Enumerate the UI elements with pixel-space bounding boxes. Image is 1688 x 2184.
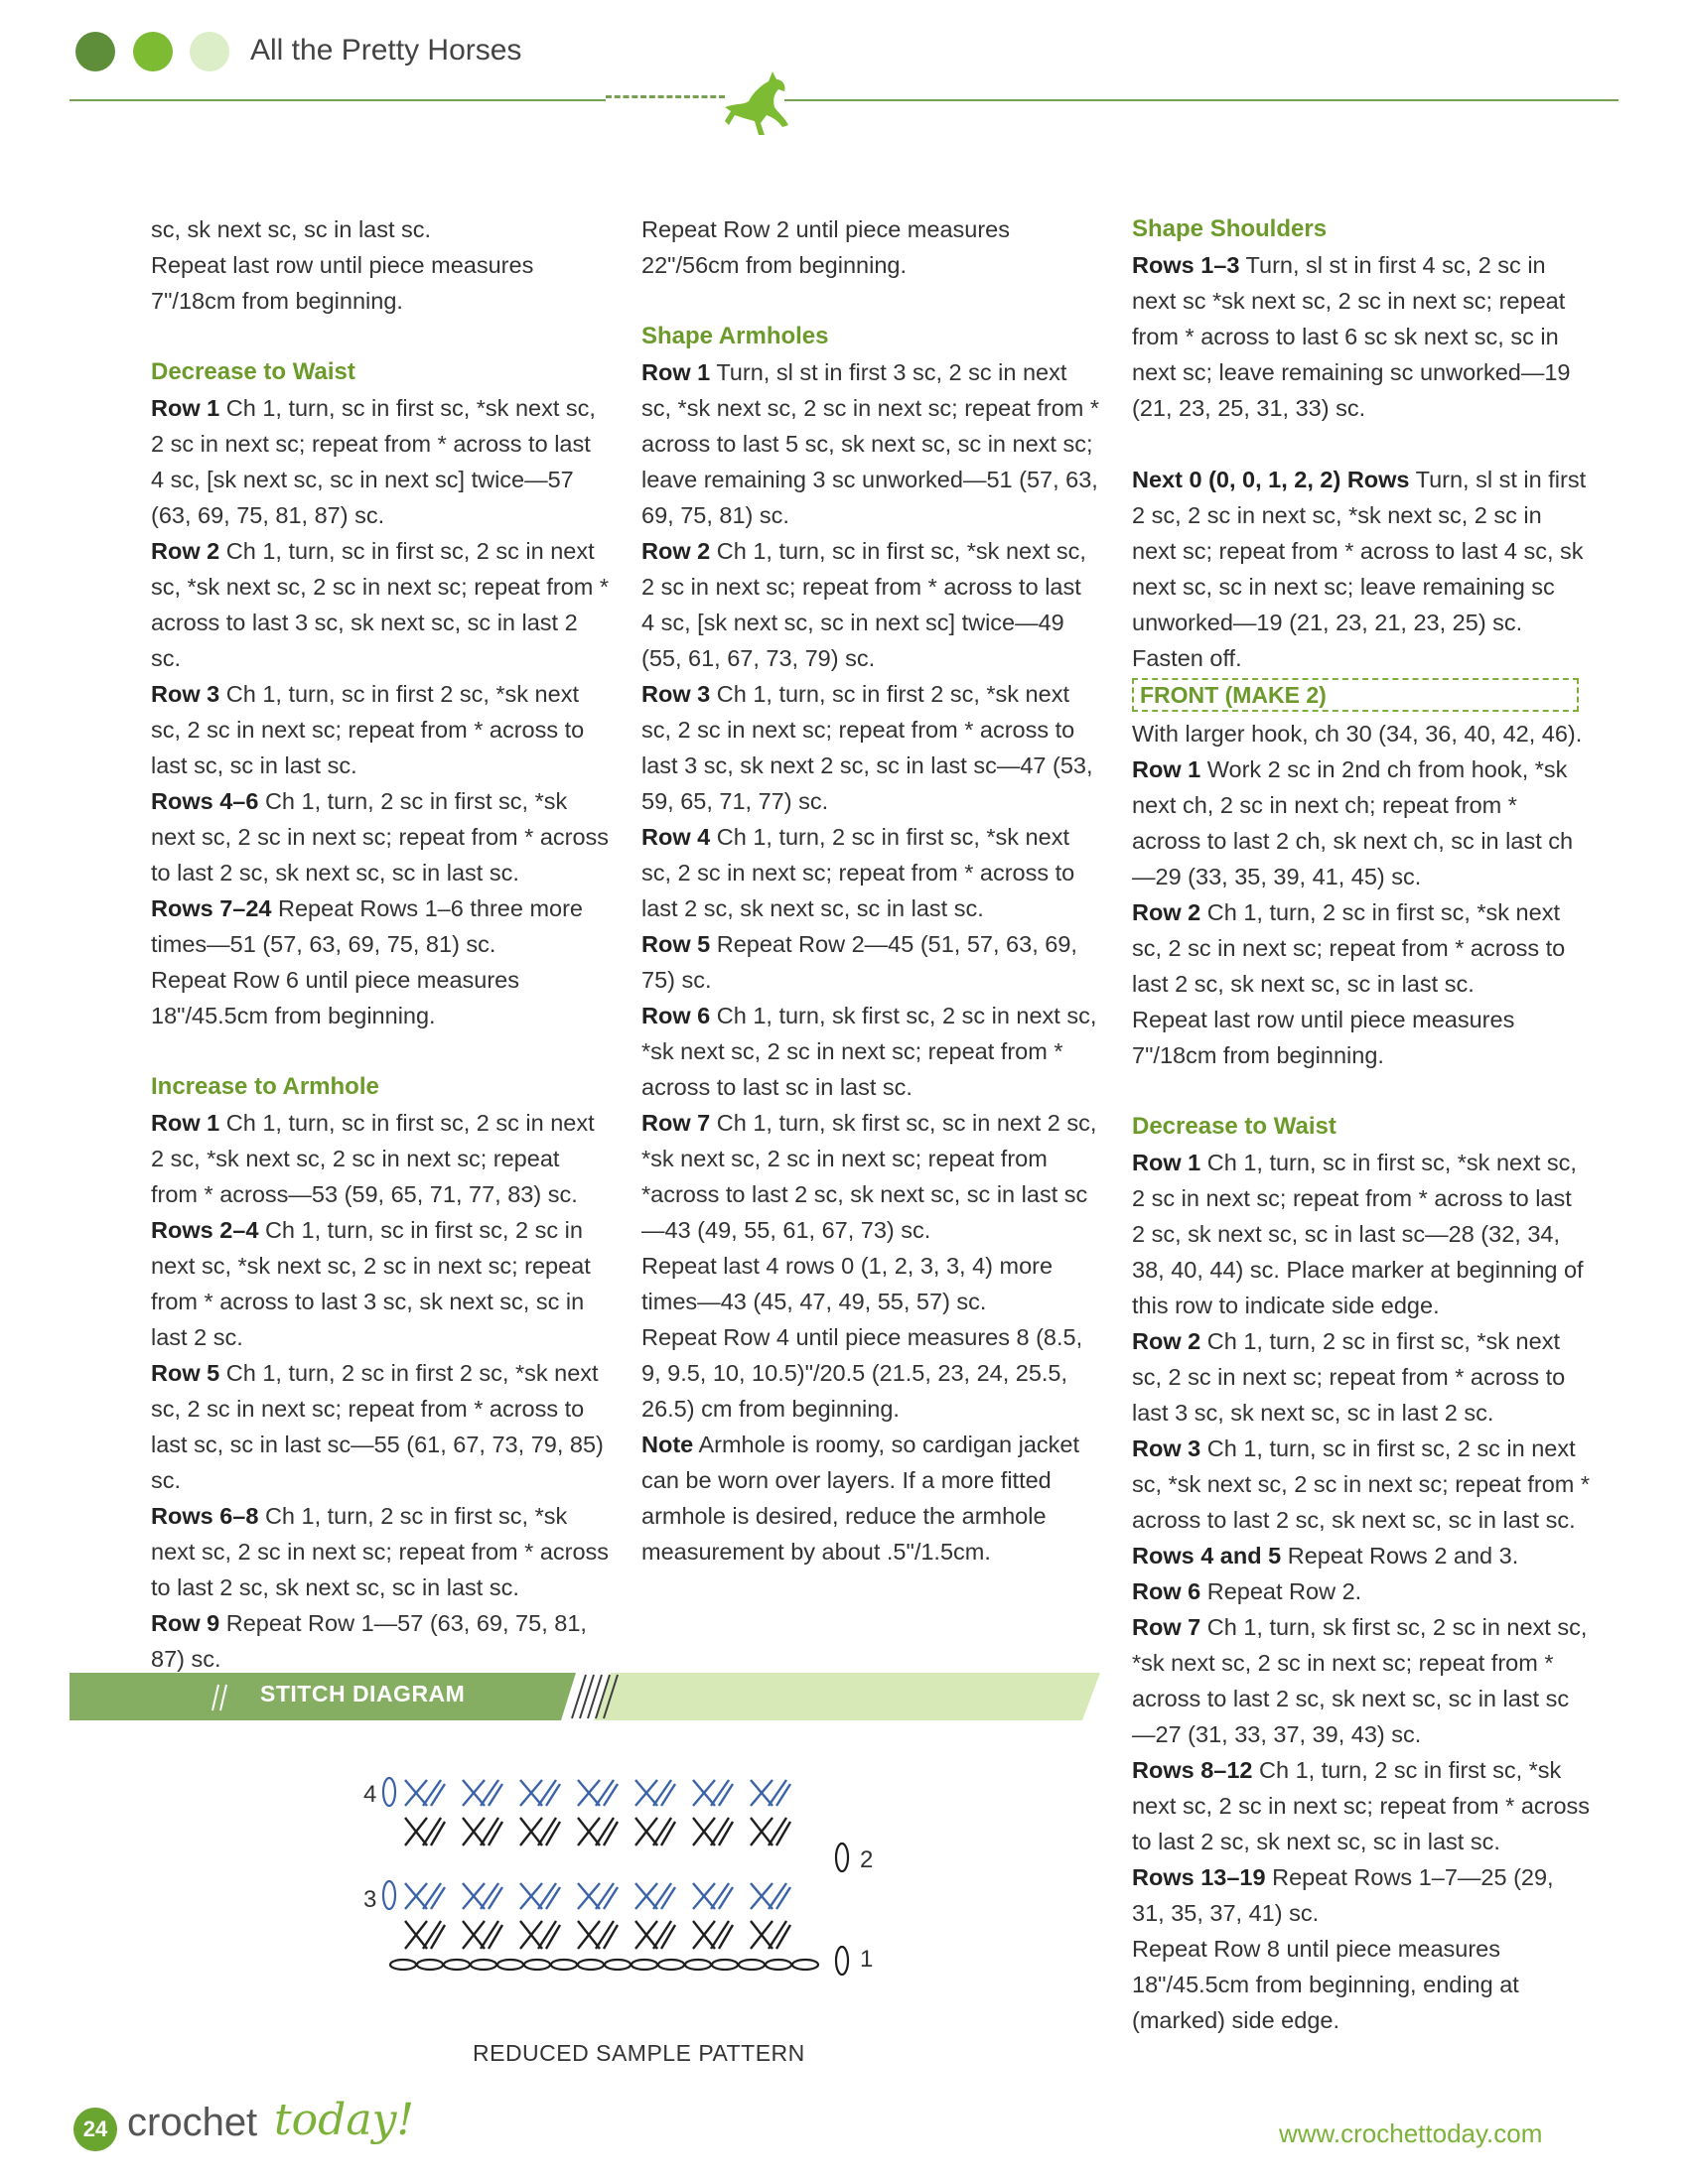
header-dot-medium bbox=[133, 32, 173, 71]
chain-mark bbox=[605, 1960, 631, 1970]
brand-logo-main: crochet bbox=[127, 2101, 258, 2144]
row-number-1: 1 bbox=[860, 1946, 874, 1973]
instruction: Rows 4–6 Ch 1, turn, 2 sc in first sc, *sk next sc, 2 sc in next sc; repeat from * across to last 2 sc, sk next sc, sc in last sc. bbox=[151, 788, 610, 886]
row-number-4: 4 bbox=[363, 1781, 377, 1808]
chain-mark bbox=[383, 1881, 395, 1909]
stitch-mark bbox=[546, 1887, 560, 1909]
note-label: Note bbox=[641, 1432, 694, 1457]
stitch-mark bbox=[776, 1784, 790, 1806]
row-label: Rows 7–24 bbox=[151, 895, 272, 921]
instruction: Row 6 Repeat Row 2. bbox=[1132, 1578, 1362, 1604]
stitch-mark bbox=[661, 1822, 675, 1845]
stitch-mark bbox=[661, 1925, 675, 1949]
chain-mark bbox=[712, 1960, 738, 1970]
instruction: Row 1 Ch 1, turn, sc in first sc, *sk next sc, 2 sc in next sc; repeat from * across to last 4 sc, [sk next sc, sc in next sc] twice—57 (63, 69, 75, 81, 87) sc. bbox=[151, 395, 596, 528]
row-label: Row 3 bbox=[151, 681, 220, 707]
instruction: Row 5 Repeat Row 2—45 (51, 57, 63, 69, 75) sc. bbox=[641, 931, 1077, 993]
paragraph: Repeat Row 2 until piece measures 22"/56cm from beginning. bbox=[641, 216, 1010, 278]
row-label: Row 1 bbox=[1132, 756, 1201, 782]
stitch-mark bbox=[431, 1925, 445, 1949]
note: Note Armhole is roomy, so cardigan jacket can be worn over layers. If a more fitted armhole is desired, reduce the armhole measurement by about .5"/1.5cm. bbox=[641, 1432, 1080, 1565]
front-section-heading: FRONT (MAKE 2) bbox=[1132, 678, 1579, 712]
instruction: Rows 8–12 Ch 1, turn, 2 sc in first sc, *sk next sc, 2 sc in next sc; repeat from * across to last 2 sc, sk next sc, sc in last sc. bbox=[1132, 1757, 1591, 1854]
row-label: Rows 6–8 bbox=[151, 1503, 259, 1529]
stitch-mark bbox=[431, 1887, 445, 1909]
paragraph: Repeat last row until piece measures 7"/18cm from beginning. bbox=[1132, 1007, 1515, 1068]
row-label: Row 2 bbox=[641, 538, 711, 564]
website-url: www.crochettoday.com bbox=[1279, 2118, 1543, 2148]
instruction: Row 1 Turn, sl st in first 3 sc, 2 sc in next sc, *sk next sc, 2 sc in next sc; repeat from * across to last 5 sc, sk next sc, sc in next sc; leave remaining 3 sc unworked—51 (57, 63, 69, 75, 81) sc. bbox=[641, 359, 1100, 528]
stitch-mark bbox=[604, 1784, 618, 1806]
row-label: Rows 1–3 bbox=[1132, 252, 1240, 278]
instruction: Row 1 Ch 1, turn, sc in first sc, 2 sc in next 2 sc, *sk next sc, 2 sc in next sc; repeat from * across—53 (59, 65, 71, 77, 83) sc. bbox=[151, 1110, 595, 1207]
chain-mark bbox=[578, 1960, 604, 1970]
chain-mark bbox=[836, 1843, 848, 1871]
instruction: Row 1 Ch 1, turn, sc in first sc, *sk next sc, 2 sc in next sc; repeat from * across to last 2 sc, sk next sc, sc in last sc—28 (32, 34, 38, 40, 44) sc. Place marker at beginning of this row to indicate side edge. bbox=[1132, 1150, 1584, 1318]
heading-shape-armholes: Shape Armholes bbox=[641, 323, 829, 349]
row-label: Rows 4 and 5 bbox=[1132, 1543, 1282, 1569]
header-dashed-trail bbox=[606, 95, 725, 98]
instruction: Row 2 Ch 1, turn, sc in first sc, *sk next sc, 2 sc in next sc; repeat from * across to last 4 sc, [sk next sc, sc in next sc] twice—49 (55, 61, 67, 73, 79) sc. bbox=[641, 538, 1086, 671]
row-number-2: 3 bbox=[363, 1886, 377, 1913]
instruction: Row 3 Ch 1, turn, sc in first 2 sc, *sk next sc, 2 sc in next sc; repeat from * across to last sc, sc in last sc. bbox=[151, 681, 585, 778]
stitch-mark bbox=[431, 1784, 445, 1806]
row-label: Rows 2–4 bbox=[151, 1217, 259, 1243]
brand-logo-script: today! bbox=[274, 2095, 415, 2145]
row-label: Row 3 bbox=[1132, 1435, 1201, 1461]
stitch-mark bbox=[546, 1822, 560, 1845]
chain-mark bbox=[497, 1960, 523, 1970]
stitch-mark bbox=[604, 1822, 618, 1845]
heading-shape-shoulders: Shape Shoulders bbox=[1132, 215, 1328, 242]
row-label: Row 1 bbox=[641, 359, 711, 385]
instruction: Row 2 Ch 1, turn, 2 sc in first sc, *sk next sc, 2 sc in next sc; repeat from * across to last 2 sc, sk next sc, sc in last sc. bbox=[1132, 899, 1566, 997]
instruction: Rows 1–3 Turn, sl st in first 4 sc, 2 sc in next sc *sk next sc, 2 sc in next sc; repeat from * across to last 6 sc sk next sc, sc in next sc; leave remaining sc unworked—19 (21, 23, 25, 31, 33) sc. bbox=[1132, 252, 1571, 421]
paragraph: With larger hook, ch 30 (34, 36, 40, 42, 46). bbox=[1132, 721, 1583, 747]
chain-mark bbox=[658, 1960, 684, 1970]
stitch-mark bbox=[661, 1887, 675, 1909]
instruction: Row 7 Ch 1, turn, sk first sc, sc in next 2 sc, *sk next sc, 2 sc in next sc; repeat from *across to last 2 sc, sk next sc, sc in last sc—43 (49, 55, 61, 67, 73) sc. bbox=[641, 1110, 1097, 1243]
stitch-mark bbox=[546, 1784, 560, 1806]
paragraph: Repeat last 4 rows 0 (1, 2, 3, 3, 4) more times—43 (45, 47, 49, 55, 57) sc. bbox=[641, 1253, 1054, 1314]
row-number-3: 2 bbox=[860, 1846, 874, 1873]
instruction: Rows 4 and 5 Repeat Rows 2 and 3. bbox=[1132, 1543, 1519, 1569]
chain-mark bbox=[417, 1960, 443, 1970]
row-label: Row 4 bbox=[641, 824, 711, 850]
instruction: Row 5 Ch 1, turn, 2 sc in first 2 sc, *sk next sc, 2 sc in next sc; repeat from * across to last sc, sc in last sc—55 (61, 67, 73, 79, 85) sc. bbox=[151, 1360, 604, 1493]
chain-mark bbox=[766, 1960, 791, 1970]
instruction: Row 4 Ch 1, turn, 2 sc in first sc, *sk next sc, 2 sc in next sc; repeat from * across to last 2 sc, sk next sc, sc in last sc. bbox=[641, 824, 1075, 921]
paragraph: Repeat Row 4 until piece measures 8 (8.5, 9, 9.5, 10, 10.5)"/20.5 (21.5, 23, 24, 25.5, 26.5) cm from beginning. bbox=[641, 1324, 1083, 1422]
instruction: Rows 2–4 Ch 1, turn, sc in first sc, 2 sc in next sc, *sk next sc, 2 sc in next sc; repeat from * across to last 3 sc, sk next sc, sc in last 2 sc. bbox=[151, 1217, 591, 1350]
row-label: Rows 8–12 bbox=[1132, 1757, 1253, 1783]
row-label: Rows 13–19 bbox=[1132, 1864, 1266, 1890]
row-label: Row 6 bbox=[641, 1003, 711, 1028]
stitch-mark bbox=[776, 1822, 790, 1845]
instruction: Row 2 Ch 1, turn, 2 sc in first sc, *sk next sc, 2 sc in next sc; repeat from * across to last 3 sc, sk next sc, sc in last 2 sc. bbox=[1132, 1328, 1566, 1426]
header-rule-left bbox=[70, 99, 606, 101]
row-label: Row 9 bbox=[151, 1610, 220, 1636]
chain-mark bbox=[739, 1960, 765, 1970]
instruction: Rows 6–8 Ch 1, turn, 2 sc in first sc, *sk next sc, 2 sc in next sc; repeat from * across to last 2 sc, sk next sc, sc in last sc. bbox=[151, 1503, 610, 1600]
instruction: Row 3 Ch 1, turn, sc in first 2 sc, *sk next sc, 2 sc in next sc; repeat from * across to last 3 sc, sk next 2 sc, sc in last sc—47 (53, 59, 65, 71, 77) sc. bbox=[641, 681, 1093, 814]
stitch-mark bbox=[719, 1925, 733, 1949]
stitch-diagram-label: STITCH DIAGRAM bbox=[260, 1681, 466, 1706]
row-label: Row 7 bbox=[1132, 1614, 1201, 1640]
page-header bbox=[70, 28, 1618, 117]
paragraph: sc, sk next sc, sc in last sc. bbox=[151, 216, 432, 242]
row-label: Row 6 bbox=[1132, 1578, 1201, 1604]
column-2 bbox=[641, 211, 1100, 1570]
chain-mark bbox=[551, 1960, 577, 1970]
chain-mark bbox=[792, 1960, 818, 1970]
stitch-mark bbox=[776, 1887, 790, 1909]
section-title: All the Pretty Horses bbox=[250, 34, 522, 67]
chain-mark bbox=[524, 1960, 550, 1970]
chain-mark bbox=[836, 1947, 848, 1975]
instruction: Row 3 Ch 1, turn, sc in first sc, 2 sc in next sc, *sk next sc, 2 sc in next sc; repeat from * across to last 2 sc, sk next sc, sc in last sc. bbox=[1132, 1435, 1591, 1533]
stitch-diagram-band bbox=[70, 1671, 1100, 1722]
paragraph: Repeat Row 8 until piece measures 18"/45.5cm from beginning, ending at (marked) side edge. bbox=[1132, 1936, 1519, 2033]
stitch-mark bbox=[604, 1887, 618, 1909]
row-label: Row 7 bbox=[641, 1110, 711, 1136]
row-label: Row 5 bbox=[151, 1360, 220, 1386]
row-label: Row 5 bbox=[641, 931, 711, 957]
stitch-mark bbox=[719, 1822, 733, 1845]
page-number-badge: 24 bbox=[73, 2108, 117, 2151]
heading-decrease-to-waist-front: Decrease to Waist bbox=[1132, 1113, 1336, 1140]
instruction: Row 2 Ch 1, turn, sc in first sc, 2 sc in next sc, *sk next sc, 2 sc in next sc; repeat from * across to last 3 sc, sk next sc, sc in last 2 sc. bbox=[151, 538, 610, 671]
chain-mark bbox=[632, 1960, 657, 1970]
instruction: Row 9 Repeat Row 1—57 (63, 69, 75, 81, 87) sc. bbox=[151, 1610, 587, 1672]
paragraph: Fasten off. bbox=[1132, 645, 1242, 671]
stitch-mark bbox=[719, 1784, 733, 1806]
row-label: Row 1 bbox=[151, 395, 220, 421]
paragraph: Repeat last row until piece measures 7"/18cm from beginning. bbox=[151, 252, 534, 314]
instruction: Row 1 Work 2 sc in 2nd ch from hook, *sk next ch, 2 sc in next ch; repeat from * across to last 2 ch, sk next ch, sc in last ch—29 (33, 35, 39, 41, 45) sc. bbox=[1132, 756, 1574, 889]
row-label: Row 2 bbox=[1132, 899, 1201, 925]
stitch-mark bbox=[719, 1887, 733, 1909]
band-graphic bbox=[70, 1671, 1100, 1722]
stitch-mark bbox=[489, 1925, 502, 1949]
header-dot-dark bbox=[75, 32, 115, 71]
stitch-mark bbox=[661, 1784, 675, 1806]
row-label: Rows 4–6 bbox=[151, 788, 259, 814]
instruction: Row 7 Ch 1, turn, sk first sc, 2 sc in next sc, *sk next sc, 2 sc in next sc; repeat from * across to last 2 sc, sk next sc, sc in last sc—27 (31, 33, 37, 39, 43) sc. bbox=[1132, 1614, 1588, 1747]
row-label: Row 2 bbox=[151, 538, 220, 564]
heading-increase-to-armhole: Increase to Armhole bbox=[151, 1073, 379, 1100]
chain-mark bbox=[471, 1960, 496, 1970]
row-label: Next 0 (0, 0, 1, 2, 2) Rows bbox=[1132, 467, 1410, 492]
column-3 bbox=[1132, 211, 1591, 2038]
stitch-mark bbox=[604, 1925, 618, 1949]
horse-icon bbox=[717, 64, 796, 143]
stitch-mark bbox=[489, 1784, 502, 1806]
row-label: Row 1 bbox=[151, 1110, 220, 1136]
stitch-mark bbox=[489, 1822, 502, 1845]
chain-mark bbox=[390, 1960, 416, 1970]
chain-mark bbox=[383, 1778, 395, 1806]
instruction: Rows 13–19 Repeat Rows 1–7—25 (29, 31, 35, 37, 41) sc. bbox=[1132, 1864, 1554, 1926]
row-label: Row 2 bbox=[1132, 1328, 1201, 1354]
stitch-rows bbox=[383, 1778, 848, 1975]
stitch-mark bbox=[776, 1925, 790, 1949]
chain-mark bbox=[685, 1960, 711, 1970]
stitch-mark bbox=[431, 1822, 445, 1845]
row-label: Row 3 bbox=[641, 681, 711, 707]
heading-decrease-to-waist: Decrease to Waist bbox=[151, 358, 355, 385]
stitch-diagram bbox=[355, 1772, 872, 1990]
stitch-mark bbox=[546, 1925, 560, 1949]
paragraph: Repeat Row 6 until piece measures 18"/45.5cm from beginning. bbox=[151, 967, 519, 1028]
instruction: Next 0 (0, 0, 1, 2, 2) Rows Turn, sl st in first 2 sc, 2 sc in next sc, *sk next sc, 2 sc in next sc; repeat from * across to last 4 sc, sk next sc, sc in next sc; leave remaining sc unworked—19 (21, 23, 21, 23, 25) sc. bbox=[1132, 467, 1587, 635]
instruction: Rows 7–24 Repeat Rows 1–6 three more times—51 (57, 63, 69, 75, 81) sc. bbox=[151, 895, 583, 957]
chain-mark bbox=[444, 1960, 470, 1970]
column-1 bbox=[151, 211, 610, 1677]
row-label: Row 1 bbox=[1132, 1150, 1201, 1175]
header-dot-light bbox=[190, 32, 229, 71]
stitch-mark bbox=[489, 1887, 502, 1909]
header-rule-right bbox=[784, 99, 1618, 101]
instruction: Row 6 Ch 1, turn, sk first sc, 2 sc in next sc, *sk next sc, 2 sc in next sc; repeat from * across to last sc in last sc. bbox=[641, 1003, 1097, 1100]
diagram-caption: REDUCED SAMPLE PATTERN bbox=[473, 2040, 805, 2066]
